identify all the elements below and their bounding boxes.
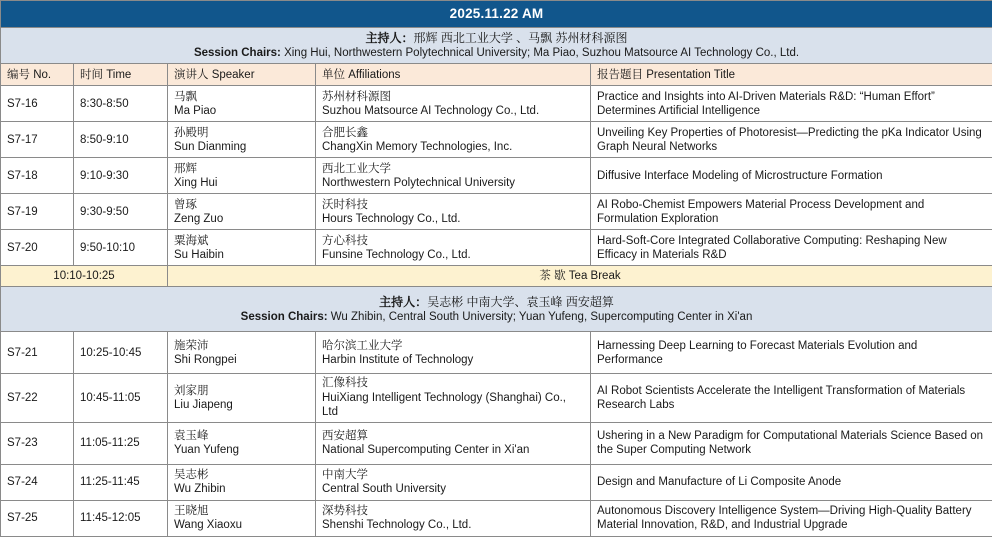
table-row-s7-20: [1, 230, 992, 266]
speaker-en: Shi Rongpei: [174, 353, 309, 367]
cell-speaker: [168, 194, 316, 230]
cell-affiliation: [316, 122, 591, 158]
table-row-s7-16: [1, 86, 992, 122]
affiliation-en: Harbin Institute of Technology: [322, 353, 584, 367]
session1-chairs: [1, 28, 992, 64]
session1-chairs-en: [5, 46, 988, 60]
session2-chairs: [1, 287, 992, 332]
chairs-label-en: Session Chairs:: [194, 47, 281, 59]
affiliation-cn: 沃时科技: [322, 198, 584, 212]
affiliation-en: National Supercomputing Center in Xi'an: [322, 443, 584, 457]
session2-chairs-cn: [5, 295, 988, 310]
speaker-en: Yuan Yufeng: [174, 443, 309, 457]
cell-no: S7-22: [1, 374, 74, 422]
affiliation-en: Shenshi Technology Co., Ltd.: [322, 518, 584, 532]
cell-no: S7-23: [1, 422, 74, 464]
cell-time: 8:50-9:10: [74, 122, 168, 158]
cell-time: 10:25-10:45: [74, 332, 168, 374]
speaker-cn: 马飘: [174, 90, 309, 104]
chairs-text-en: Xing Hui, Northwestern Polytechnical University; Ma Piao, Suzhou Matsource AI Technology Co., Ltd.: [281, 47, 799, 59]
cell-speaker: [168, 86, 316, 122]
chairs-label-cn: 主持人：: [366, 31, 414, 45]
affiliation-en: HuiXiang Intelligent Technology (Shanghai) Co., Ltd: [322, 391, 584, 420]
cell-presentation-title: AI Robot Scientists Accelerate the Intelligent Transformation of Materials Research Labs: [591, 374, 992, 422]
cell-time: 11:05-11:25: [74, 422, 168, 464]
cell-speaker: [168, 374, 316, 422]
cell-affiliation: [316, 86, 591, 122]
cell-presentation-title: Diffusive Interface Modeling of Microstructure Formation: [591, 158, 992, 194]
cell-no: S7-17: [1, 122, 74, 158]
affiliation-cn: 苏州材科源图: [322, 90, 584, 104]
speaker-en: Zeng Zuo: [174, 212, 309, 226]
cell-speaker: [168, 422, 316, 464]
cell-speaker: [168, 122, 316, 158]
page-title: 2025.11.22 AM: [1, 1, 992, 28]
table-row-s7-17: [1, 122, 992, 158]
affiliation-cn: 西安超算: [322, 429, 584, 443]
cell-presentation-title: Practice and Insights into AI-Driven Materials R&D: “Human Effort” Determines Artificial Intelligence: [591, 86, 992, 122]
speaker-cn: 孙殿明: [174, 126, 309, 140]
cell-no: S7-19: [1, 194, 74, 230]
cell-time: 9:50-10:10: [74, 230, 168, 266]
col-header-time: 时间 Time: [74, 64, 168, 86]
speaker-cn: 粟海斌: [174, 234, 309, 248]
tea-break-row: [1, 266, 992, 287]
chairs-label-cn: 主持人：: [379, 295, 427, 309]
speaker-en: Ma Piao: [174, 104, 309, 118]
cell-affiliation: [316, 194, 591, 230]
cell-no: S7-20: [1, 230, 74, 266]
cell-presentation-title: Autonomous Discovery Intelligence System—Driving High-Quality Battery Material Innovation, R&D, and Industrial Upgrade: [591, 500, 992, 536]
speaker-cn: 吴志彬: [174, 468, 309, 482]
speaker-cn: 袁玉峰: [174, 429, 309, 443]
cell-time: 11:45-12:05: [74, 500, 168, 536]
cell-no: S7-25: [1, 500, 74, 536]
cell-affiliation: [316, 422, 591, 464]
affiliation-en: Funsine Technology Co., Ltd.: [322, 248, 584, 262]
cell-speaker: [168, 230, 316, 266]
speaker-en: Su Haibin: [174, 248, 309, 262]
col-header-no: 编号 No.: [1, 64, 74, 86]
table-row-s7-23: [1, 422, 992, 464]
affiliation-en: Central South University: [322, 482, 584, 496]
chairs-text-cn: 邢辉 西北工业大学 、马飘 苏州材科源图: [414, 31, 628, 45]
table-row-s7-25: [1, 500, 992, 536]
table-row-s7-22: [1, 374, 992, 422]
cell-no: S7-21: [1, 332, 74, 374]
cell-presentation-title: Ushering in a New Paradigm for Computational Materials Science Based on the Super Computing Network: [591, 422, 992, 464]
table-row-s7-21: [1, 332, 992, 374]
session1-chairs-row: [1, 28, 992, 64]
affiliation-en: Hours Technology Co., Ltd.: [322, 212, 584, 226]
cell-time: 9:10-9:30: [74, 158, 168, 194]
cell-presentation-title: Unveiling Key Properties of Photoresist—Predicting the pKa Indicator Using Graph Neural Networks: [591, 122, 992, 158]
speaker-en: Liu Jiapeng: [174, 398, 309, 412]
tea-break-time: 10:10-10:25: [1, 266, 168, 287]
speaker-cn: 邢辉: [174, 162, 309, 176]
affiliation-cn: 中南大学: [322, 468, 584, 482]
cell-speaker: [168, 158, 316, 194]
cell-no: S7-24: [1, 464, 74, 500]
cell-speaker: [168, 332, 316, 374]
cell-time: 9:30-9:50: [74, 194, 168, 230]
cell-affiliation: [316, 500, 591, 536]
speaker-cn: 施荣沛: [174, 339, 309, 353]
cell-affiliation: [316, 230, 591, 266]
cell-presentation-title: Hard-Soft-Core Integrated Collaborative Computing: Reshaping New Efficacy in Materials R&D: [591, 230, 992, 266]
title-row: [1, 1, 992, 28]
session2-chairs-en: [5, 310, 988, 324]
chairs-text-cn: 吴志彬 中南大学、袁玉峰 西安超算: [427, 295, 614, 309]
speaker-en: Wu Zhibin: [174, 482, 309, 496]
affiliation-cn: 西北工业大学: [322, 162, 584, 176]
speaker-cn: 王晓旭: [174, 504, 309, 518]
cell-affiliation: [316, 158, 591, 194]
table-row-s7-19: [1, 194, 992, 230]
cell-presentation-title: AI Robo-Chemist Empowers Material Process Development and Formulation Exploration: [591, 194, 992, 230]
cell-time: 10:45-11:05: [74, 374, 168, 422]
cell-time: 8:30-8:50: [74, 86, 168, 122]
cell-no: S7-18: [1, 158, 74, 194]
cell-presentation-title: Design and Manufacture of Li Composite Anode: [591, 464, 992, 500]
cell-affiliation: [316, 332, 591, 374]
column-header-row: [1, 64, 992, 86]
speaker-cn: 曾琢: [174, 198, 309, 212]
affiliation-cn: 合肥长鑫: [322, 126, 584, 140]
speaker-cn: 刘家朋: [174, 384, 309, 398]
tea-break-label: 茶 歇 Tea Break: [168, 266, 992, 287]
affiliation-cn: 汇像科技: [322, 376, 584, 390]
speaker-en: Xing Hui: [174, 176, 309, 190]
affiliation-cn: 方心科技: [322, 234, 584, 248]
cell-affiliation: [316, 374, 591, 422]
cell-time: 11:25-11:45: [74, 464, 168, 500]
col-header-speaker: 演讲人 Speaker: [168, 64, 316, 86]
affiliation-en: Northwestern Polytechnical University: [322, 176, 584, 190]
chairs-text-en: Wu Zhibin, Central South University; Yuan Yufeng, Supercomputing Center in Xi'an: [328, 311, 753, 323]
speaker-en: Wang Xiaoxu: [174, 518, 309, 532]
affiliation-cn: 哈尔滨工业大学: [322, 339, 584, 353]
cell-no: S7-16: [1, 86, 74, 122]
cell-presentation-title: Harnessing Deep Learning to Forecast Materials Evolution and Performance: [591, 332, 992, 374]
chairs-label-en: Session Chairs:: [241, 311, 328, 323]
table-row-s7-18: [1, 158, 992, 194]
cell-speaker: [168, 500, 316, 536]
session2-chairs-row: [1, 287, 992, 332]
session1-chairs-cn: [5, 31, 988, 46]
affiliation-cn: 深势科技: [322, 504, 584, 518]
col-header-affiliation: 单位 Affiliations: [316, 64, 591, 86]
affiliation-en: Suzhou Matsource AI Technology Co., Ltd.: [322, 104, 584, 118]
affiliation-en: ChangXin Memory Technologies, Inc.: [322, 140, 584, 154]
col-header-title: 报告题目 Presentation Title: [591, 64, 992, 86]
speaker-en: Sun Dianming: [174, 140, 309, 154]
